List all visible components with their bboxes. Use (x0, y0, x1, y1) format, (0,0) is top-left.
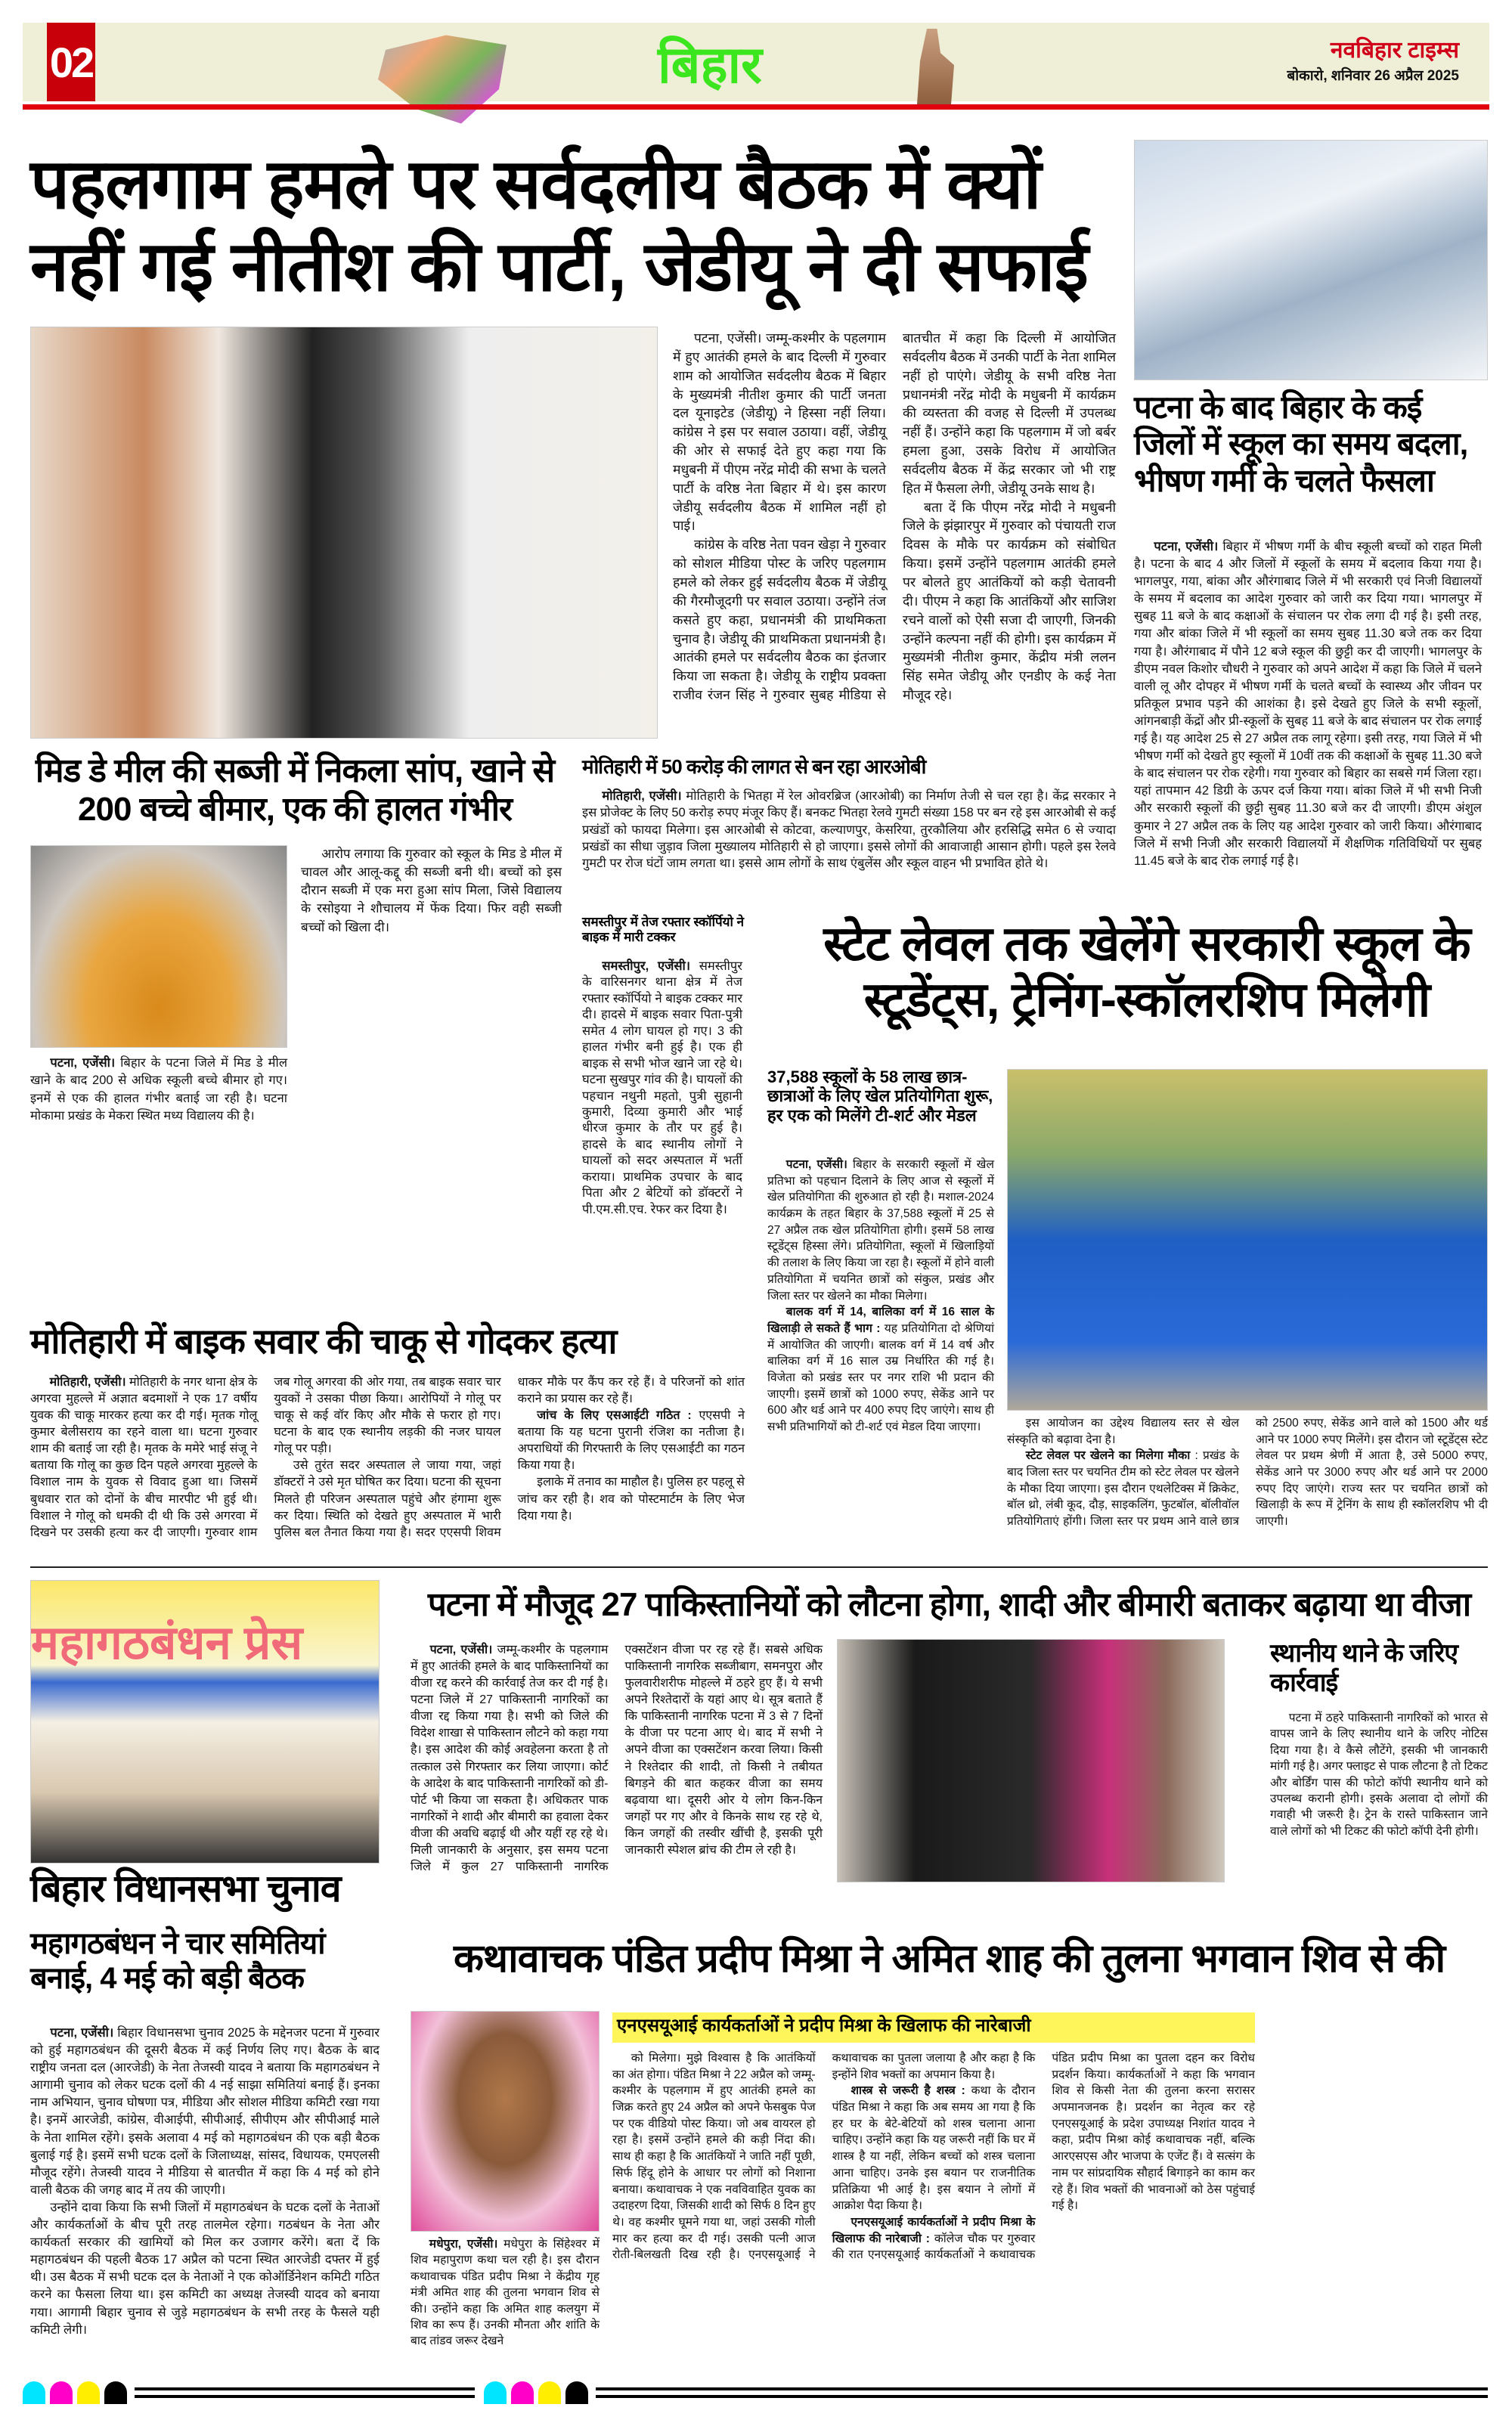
midday-meal-headline: मिड डे मील की सब्जी में निकला सांप, खाने से 200 बच्चे बीमार, एक की हालत गंभीर (35, 752, 555, 828)
lead-photo (30, 327, 658, 739)
subheading: एनएसयूआई कार्यकर्ताओं ने प्रदीप मिश्रा के खिलाफ की नारेबाजी : (832, 2215, 1036, 2245)
article-text: कॉलेज चौक पर गुरुवार की रात एनएसयूआई कार्यकर्ताओं ने कथावाचक पंडित प्रदीप मिश्रा का पुतला दहन कर विरोध प्रदर्शन किया। कार्यकर्ताओं ने कहा कि भगवान शिव से किसी नेता की तुलना करना सरासर अपमानजनक है। प्रदर्शन का नेतृत्व कर रहे एनएसयूआई के प्रदेश उपाध्यक्ष निशांत यादव ने कहा, प्रदीप मिश्रा कोई कथावाचक नहीं, बल्कि आरएसएस और भाजपा के एजेंट हैं। वे सत्संग के नाम पर सांप्रदायिक सौहार्द बिगाड़ने का काम कर रहे हैं। शिव भक्तों की भावनाओं को ठेस पहुंचाई गई है। (832, 2052, 1255, 2262)
subheading: बालक वर्ग में 14, बालिका वर्ग में 16 साल के खिलाड़ी ले सकते हैं भाग : (767, 1306, 994, 1335)
sports-body (767, 1157, 994, 1436)
murder-headline: मोतिहारी में बाइक सवार की चाकू से गोदकर हत्या (30, 1321, 617, 1361)
dateline-label: पटना, एजेंसी। (1154, 540, 1219, 553)
dateline-label: मोतिहारी, एजेंसी। (602, 789, 682, 803)
lead-paragraph: पटना, एजेंसी। जम्मू-कश्मीर के पहलगाम में हुए आतंकी हमले के बाद दिल्ली में गुरुवार शाम को आयोजित सर्वदलीय बैठक में बिहार के मुख्यमंत्री नीतीश कुमार की पार्टी जनता दल यूनाइटेड (जेडीयू) ने हिस्सा नहीं लिया। कांग्रेस ने इस पर सवाल उठाया। वहीं, जेडीयू की ओर से सफाई देते हुए कहा गया कि मधुबनी में पीएम नरेंद्र मोदी की सभा के चलते पार्टी के वरिष्ठ नेता बिहार में थे। इस कारण जेडीयू सर्वदलीय बैठक में शामिल नहीं हो पाई। (673, 330, 886, 534)
article-text: इस आयोजन का उद्देश्य विद्यालय स्तर से खेल संस्कृति को बढ़ावा देना है। (1007, 1417, 1239, 1446)
footer-rule (135, 2387, 475, 2398)
section-divider (30, 1566, 1488, 1568)
article-text: उसे तुरंत सदर अस्पताल ले जाया गया, जहां डॉक्टरों ने उसे मृत घोषित कर दिया। घटना की सूचना मिलते ही परिजन अस्पताल पहुंचे और हंगामा शुरू कर दिया। स्थिति को देखते हुए अस्पताल में भारी पुलिस बल तैनात किया गया है। सदर एएसपी शिवम धाकर मौके पर कैंप कर रहे हैं। वे परिजनों को शांत कराने का प्रयास कर रहे हैं। (274, 1376, 745, 1539)
murder-body (30, 1374, 745, 1560)
pakistani-headline: पटना में मौजूद 27 पाकिस्तानियों को लौटना होगा, शादी और बीमारी बताकर बढ़ाया था वीजा (427, 1586, 1471, 1623)
article-text: समस्तीपुर के वारिसनगर थाना क्षेत्र में तेज रफ्तार स्कॉर्पियो ने बाइक टक्कर मार दी। हादसे में बाइक सवार पिता-पुत्री समेत 4 लोग घायल हो गए। 3 की हालत गंभीर बनी हुई है। एक ही बाइक से सभी भोज खाने जा रहे थे। घटना सुखपुर गांव की है। घायलों की पहचान नथुनी महतो, पुत्री सुहानी कुमारी, दिव्या कुमारी और भाई धीरज कुमार के तौर पर हुई है। हादसे के बाद स्थानीय लोगों ने घायलों को सदर अस्पताल में भर्ती कराया। प्राथमिक उपचार के बाद पिता और 2 बेटियों को डॉक्टरों ने पी.एम.सी.एच. रेफर कर दिया है। (582, 959, 742, 1216)
midday-meal-side-text (301, 845, 562, 937)
local-police-body (1270, 1710, 1488, 1839)
samastipur-body (582, 959, 742, 1218)
press-conference-photo (30, 1580, 380, 1864)
dateline-label: पटना, एजेंसी। (429, 1644, 493, 1656)
article-text: इलाके में तनाव का माहौल है। पुलिस हर पहलू से जांच कर रही है। शव को पोस्टमार्टम के लिए भेज दिया गया है। (517, 1476, 745, 1523)
black-mark (104, 2381, 127, 2404)
lead-paragraph: कांग्रेस के वरिष्ठ नेता पवन खेड़ा ने गुरुवार को सोशल मीडिया पोस्ट के जरिए पहलगाम हमले को लेकर हुई सर्वदलीय बैठक में जेडीयू की गैरमौजूदगी पर सवाल उठाया। उन्होंने तंज कसते हुए कहा, प्रधानमंत्री की प्राथमिकता चुनाव है। जेडीयू की प्राथमिकता प्रधानमंत्री है। आतंकी हमले पर सर्वदलीय बैठक का इंतजार किया जा सकता है। जेडीयू के राष्ट्रीय प्रवक्ता राजीव रंजन सिंह ने गुरुवार सुबह मीडिया से बातचीत में कहा कि दिल्ली में आयोजित सर्वदलीय बैठक में उनकी पार्टी के नेता शामिल नहीं हो पाएंगे। जेडीयू के सभी वरिष्ठ नेता प्रधानमंत्री नरेंद्र मोदी के मधुबनी में कार्यक्रम की व्यस्तता की वजह से दिल्ली में उपलब्ध नहीं हैं। उन्होंने कहा कि पहलगाम में जो बर्बर हमला हुआ, उसके विरोध में आयोजित सर्वदलीय बैठक में केंद्र सरकार जो भी राष्ट्र हित में फैसला लेगी, जेडीयू उनके साथ है। (673, 330, 1116, 703)
article-text: पटना में ठहरे पाकिस्तानी नागरिकों को भारत से वापस जाने के लिए स्थानीय थाने के जरिए नोटिस दिया गया है। वे कैसे लौटेंगे, इसकी भी जानकारी मांगी गई है। अगर फ्लाइट से पाक लौटना है तो टिकट और बोर्डिंग पास की फोटो कॉपी स्थानीय थाने को उपलब्ध करानी होगी। इसके अलावा दो लोगों की गवाही भी जरूरी है। ट्रेन के रास्ते पाकिस्तान जाने वाले लोगों को भी टिकट की फोटो कॉपी देनी होगी। (1270, 1712, 1488, 1838)
lead-body (673, 329, 1116, 741)
article-text: आरोप लगाया कि गुरुवार को स्कूल के मिड डे मील में चावल और आलू-कद्दू की सब्जी बनी थी। बच्चों को इस दौरान सब्जी में एक मरा हुआ सांप मिला, जिसे विद्यालय के रसोइया ने शौचालय में फेंक दिया। फिर वही सब्जी बच्चों को खिला दी। (301, 847, 562, 934)
mishra-caption-body (411, 2236, 600, 2350)
pradeep-mishra-photo (411, 2011, 600, 2232)
article-text: जम्मू-कश्मीर के पहलगाम में हुए आतंकी हमले के बाद पाकिस्तानियों का वीजा रद्द करने की कार्रवाई तेज कर दी गई है। पटना जिले में 27 पाकिस्तानी नागरिकों का वीजा रद्द किया गया है। सभी को जिले की विदेश शाखा से पाकिस्तान लौटने को कहा गया है। इस आदेश की कोई अवहेलना करता है तो तत्काल उसे गिरफ्तार कर लिया जाएगा। कोर्ट के आदेश के बाद पाकिस्तानी नागरिकों को डी-पोर्ट भी किया जा सकता है। अधिकतर पाक नागरिकों ने शादी और बीमारी का हवाला देकर वीजा की अवधि बढ़ाई थी और यहीं रह रहे थे। मिली जानकारी के अनुसार, इस समय पटना जिले में कुल 27 पाकिस्तानी नागरिक एक्सटेंशन वीजा पर रह रहे हैं। सबसे अधिक पाकिस्तानी नागरिक सब्जीबाग, समनपुरा और फुलवारीशरीफ मोहल्ले में ठहरे हुए हैं। ये सभी अपने रिश्तेदारों के यहां आए थे। सूत्र बताते हैं कि पाकिस्तानी नागरिक पटना में 3 से 7 दिनों के वीजा पर पटना आए थे। बाद में सभी ने अपने वीजा का एक्सटेंशन करवा लिया। किसी ने रिश्तेदार की शादी, तो किसी ने तबीयत बिगड़ने की बात कहकर वीजा का समय बढ़वाया था। दूसरी ओर ये लोग किन-किन जगहों पर गए और वे किनके साथ रह रहे थे, किन जगहों की तस्वीर खींची है, इसकी पूरी जानकारी स्पेशल ब्रांच की टीम ले रही है। (411, 1644, 823, 1874)
article-text: मोतिहारी के नगर थाना क्षेत्र के अगरवा मुहल्ले में अज्ञात बदमाशों ने एक 17 वर्षीय युवक की चाकू मारकर हत्या कर दी गई। मृतक गोलू कुमार बेलीसराय का रहने वाला था। घटना गुरुवार शाम की बताई जा रही है। मृतक के ममेरे भाई संजू ने बताया कि गोलू का कुछ दिन पहले अगरवा मुहल्ले के विशाल नाम के युवक से विवाद हुआ था। जिसमें बुधवार रात को दोनों के बीच मारपीट भी हुई थी। विशाल ने गोलू को धमकी दी थी कि उसे अगरवा में दिखने पर उसकी हत्या कर दी जाएगी। गुरुवार शाम जब गोलू अगरवा की ओर गया, तब बाइक सवार चार युवकों ने उसका पीछा किया। आरोपियों ने गोलू पर चाकू से कई वॉर किए और मौके से फरार हो गए। घटना के बाद एक स्थानीय लड़की की नजर घायल गोलू पर पड़ी। (30, 1376, 501, 1539)
newspaper-brand: नवबिहार टाइम्स (1330, 38, 1459, 63)
article-text: एएसपी ने बताया कि यह घटना पुरानी रंजिश का नतीजा है। अपराधियों की गिरफ्तारी के लिए एसआईटी का गठन किया गया है। (517, 1409, 745, 1473)
magenta-mark (50, 2381, 73, 2404)
students-photo (1134, 140, 1488, 380)
article-text: : प्रखंड के बाद जिला स्तर पर चयनित टीम को स्टेट लेवल पर खेलने के मौका दिया जाएगा। इस दौरान एथलेटिक्स में क्रिकेट, बॉल थ्रो, लंबी कूद, दौड़, साइकलिंग, फुटबॉल, बॉलीवॉल प्रतियोगिताएं होंगी। जिला स्तर पर प्रथम आने वाले छात्र को 2500 रुपए, सेकेंड आने वाले को 1500 और थर्ड आने पर 1000 रुपए मिलेंगे। इस दौरान जो स्टूडेंट्स स्टेट लेवल पर प्रथम श्रेणी में आता है, उसे 5000 रुपए, सेकेंड आने पर 3000 रुपए और थर्ड आने पर 2000 रुपए दिए जाएंगे। राज्य स्तर पर चयनित छात्रों को खिलाड़ी के रूप में ट्रेनिंग के साथ ही स्कॉलरशिप भी दी जाएगी। (1007, 1417, 1488, 1529)
magenta-mark (511, 2381, 534, 2404)
subheading: स्टेट लेवल पर खेलने का मिलेगा मौका (1025, 1449, 1191, 1463)
subheading: जांच के लिए एसआईटी गठित : (537, 1409, 692, 1423)
article-text: उन्होंने दावा किया कि सभी जिलों में महागठबंधन के घटक दलों के नेताओं और कार्यकर्ताओं के बीच पूरी तरह तालमेल रहेगा। गठबंधन के नेता और कार्यकर्ता सरकार की खामियों को मिल कर उजागर करेंगे। बता दें कि महागठबंधन की पहली बैठक 17 अप्रैल को पटना स्थित आरजेडी दफ्तर में हुई थी। उस बैठक में सभी घटक दल के नेताओं ने एक कोऑर्डिनेशन कमिटी गठित करने का फैसला लिया था। इस कमिटी का अध्यक्ष तेजस्वी यादव को बनाया गया। आगामी बिहार चुनाव से जुड़े महागठबंधन के सभी तरह के फैसले यही कमिटी लेगी। (30, 2200, 380, 2337)
mishra-body (612, 2050, 1255, 2375)
sports-body-continued (1007, 1415, 1488, 1530)
election-subhead: महागठबंधन ने चार समितियां बनाई, 4 मई को बड़ी बैठक (30, 1927, 325, 1995)
article-text: यह प्रतियोगिता दो श्रेणियां में आयोजित की जाएगी। बालक वर्ग में 14 वर्ष और बालिका वर्ग में 16 साल उम्र निर्धारित की गई है। विजेता को प्रखंड स्तर पर नगर राशि भी प्रदान की जाएगी। इसमें छात्रों को 1000 रुपए, सेकेंड आने पर 600 और थर्ड आने पर 400 रुपए दिए जाएंगे। साथ ही सभी प्रतिभागियों को टी-शर्ट एवं मेडल दिया जाएगा। (767, 1321, 995, 1433)
article-text: मोतिहारी के भितहा में रेल ओवरब्रिज (आरओबी) का निर्माण तेजी से चल रहा है। केंद्र सरकार ने इस प्रोजेक्ट के लिए 50 करोड़ रुपए मंजूर किए हैं। बनकट भितहा रेलवे गुमटी संख्या 158 पर बन रहे इस आरओबी से कई प्रखंडों को फायदा मिलेगा। इस आरओबी से कोटवा, कल्याणपुर, केसरिया, तुरकौलिया और हरसिद्धि समेत 6 से ज्यादा प्रखंडों का सीधा जुड़ाव जिला मुख्यालय मोतिहारी से हो जाएगा। इससे लोगों की आवाजाही आसान होगी। पहले इस रेलवे गुमटी पर रोज घंटों जाम लगता था। इससे आम लोगों के साथ एंबुलेंस और स्कूल वाहन भी प्रभावित होते थे। (582, 789, 1117, 871)
article-text: बिहार के सरकारी स्कूलों में खेल प्रतिभा को पहचान दिलाने के लिए आज से स्कूलों में खेल प्रतियोगिता की शुरुआत हो रही है। मशाल-2024 कार्यक्रम के तहत बिहार के 37,588 स्कूलों में 25 से 27 अप्रैल तक खेल प्रतियोगिता होगी। इसमें 58 लाख स्टूडेंट्स हिस्सा लेंगे। प्रतियोगिता, स्कूलों में खिलाड़ियों की तलाश के लिए किया जा रहा है। स्कूलों में होने वाली प्रतियोगिता में चयनित छात्रों को संकुल, प्रखंड और जिला स्तर पर खेलने का मौका मिलेगा। (767, 1158, 994, 1303)
school-timing-body (1134, 538, 1482, 870)
pakistani-women-photo (837, 1639, 1225, 1882)
local-police-headline: स्थानीय थाने के जरिए कार्रवाई (1270, 1639, 1458, 1698)
mishra-headline: कथावाचक पंडित प्रदीप मिश्रा ने अमित शाह की तुलना भगवान शिव से की (453, 1937, 1445, 1981)
dateline-label: पटना, एजेंसी। (785, 1158, 847, 1171)
article-text: मधेपुरा के सिंहेश्वर में शिव महापुराण कथा चल रही है। इस दौरान कथावाचक पंडित प्रदीप मिश्रा ने केंद्रीय गृह मंत्री अमित शाह की तुलना भगवान शिव से की। उन्होंने कहा कि अमित शाह कलयुग में शिव का रूप हैं। उनकी मौनता और शांति के बाद तांडव जरूर देखने (411, 2238, 600, 2348)
cyan-mark (23, 2381, 45, 2404)
black-mark (565, 2381, 588, 2404)
sports-subhead: 37,588 स्कूलों के 58 लाख छात्र-छात्राओं के लिए खेल प्रतियोगिता शुरू, हर एक को मिलेंगे टी-शर्ट और मेडल (767, 1067, 993, 1125)
dateline-label: मोतिहारी, एजेंसी। (49, 1376, 126, 1389)
sports-headline: स्टेट लेवल तक खेलेंगे सरकारी स्कूल के स्टूडेंट्स, ट्रेनिंग-स्कॉलरशिप मिलेगी (823, 916, 1470, 1027)
dateline-label: मधेपुरा, एजेंसी। (429, 2238, 498, 2251)
article-text: बिहार के पटना जिले में मिड डे मील खाने के बाद 200 से अधिक स्कूली बच्चे बीमार हो गए। इनमें से एक की हालत गंभीर बताई जा रही है। घटना मोकामा प्रखंड के मेकरा स्थित मध्य विद्यालय की है। (30, 1056, 287, 1123)
cyan-mark (484, 2381, 507, 2404)
midday-meal-body (30, 1055, 287, 1126)
color-registration-marks (484, 2381, 588, 2404)
rob-body (582, 788, 1116, 872)
article-text: बिहार में भीषण गर्मी के बीच स्कूली बच्चों को राहत मिली है। पटना के बाद 4 और जिलों में स्कूलों के समय में बदलाव किया गया है। भागलपुर, गया, बांका और औरंगाबाद जिले में भी सरकारी एवं निजी विद्यालयों के समय में बदलाव का आदेश गुरुवार को जारी कर दिया गया। भागलपुर में सुबह 11 बजे के बाद कक्षाओं के संचालन पर रोक लगा दी गई है। इसी तरह, गया और बांका जिले में भी स्कूलों का समय सुबह 11.30 बजे तक कर दिया गया है। औरंगाबाद में पौने 12 बजे स्कूल की छुट्टी कर दी जाएगी। भागलपुर के डीएम नवल किशोर चौधरी ने गुरुवार को अपने आदेश में कहा कि जिले में चलने वाली लू और दोपहर में भीषण गर्मी के चलते बच्चों के स्वास्थ्य और जीवन पर प्रतिकूल प्रभाव पड़ने की आशंका है। इसे देखते हुए जिले के सभी स्कूलों, आंगनबाड़ी केंद्रों और प्री-स्कूलों के सुबह 11 बजे के बाद संचालन पर रोक लगाई गई है। यह आदेश 25 से 27 अप्रैल तक लागू रहेगा। इसी तरह, गया जिले में भी भीषण गर्मी को देखते हुए स्कूलों में 10वीं तक की कक्षाओं के सुबह 11.30 बजे के बाद संचालन पर रोक रहेगी। गया गुरुवार को बिहार का सबसे गर्म जिला रहा। यहां तापमान 42 डिग्री के ऊपर दर्ज किया गया। बांका जिले में भी सभी निजी और सरकारी स्कूलों की छुट्टी सुबह 11.30 बजे कर दी जाएगी। डीएम अंशुल कुमार ने 27 अप्रैल तक के लिए यह आदेश गुरुवार को जारी किया। औरंगाबाद जिले में सभी निजी और सरकारी विद्यालयों में शैक्षणिक गतिविधियों पर सुबह 11.45 बजे के बाद रोक लगाई गई है। (1134, 540, 1482, 868)
banner-text: महागठबंधन प्रेस (31, 1617, 303, 1669)
election-body (30, 2025, 380, 2339)
dateline-label: पटना, एजेंसी। (50, 1056, 116, 1070)
snake-in-meal-photo (30, 845, 287, 1048)
dateline-label: समस्तीपुर, एजेंसी। (602, 959, 691, 973)
yellow-mark (538, 2381, 561, 2404)
header-divider (23, 104, 1489, 110)
rob-headline: मोतिहारी में 50 करोड़ की लागत से बन रहा आरओबी (582, 755, 926, 778)
election-headline: बिहार विधानसभा चुनाव (30, 1867, 341, 1910)
subheading: शास्त्र से जरूरी है शस्त्र : (850, 2084, 965, 2098)
nsui-highlight-headline: एनएसयूआई कार्यकर्ताओं ने प्रदीप मिश्रा के खिलाफ की नारेबाजी (612, 2012, 1255, 2043)
lead-paragraph: बता दें कि पीएम नरेंद्र मोदी ने मधुबनी जिले के झंझारपुर में गुरुवार को पंचायती राज दिवस के मौके पर कार्यक्रम को संबोधित किया। इसमें उन्होंने पहलगाम आतंकी हमले पर बोलते हुए आतंकियों को कड़ी चेतावनी दी। पीएम ने कहा कि आतंकियों और साजिश रचने वालों को ऐसी सजा दी जाएगी, जिनकी उन्होंने कल्पना नहीं की होगी। इस कार्यक्रम में मुख्यमंत्री नीतीश कुमार, केंद्रीय मंत्री ललन सिंह समेत जेडीयू और एनडीए के कई नेता मौजूद रहे। (903, 499, 1116, 703)
samastipur-headline: समस्तीपुर में तेज रफ्तार स्कॉर्पियो ने बाइक में मारी टक्कर (582, 915, 745, 944)
dateline: बोकारो, शनिवार 26 अप्रैल 2025 (1287, 68, 1459, 84)
school-timing-headline: पटना के बाद बिहार के कई जिलों में स्कूल का समय बदला, भीषण गर्मी के चलते फैसला (1134, 389, 1468, 498)
section-title: बिहार (658, 36, 762, 94)
page-number: 02 (47, 23, 95, 101)
yellow-mark (77, 2381, 100, 2404)
students-sports-photo (1007, 1069, 1488, 1411)
article-text: बिहार विधानसभा चुनाव 2025 के मद्देनजर पटना में गुरुवार को हुई महागठबंधन की दूसरी बैठक में कई निर्णय लिए गए। बैठक के बाद राष्ट्रीय जनता दल (आरजेडी) के नेता तेजस्वी यादव ने बताया कि महागठबंधन ने आगामी चुनाव को लेकर घटक दलों की 4 नई साझा समितियां बनाई हैं। इनका नाम अभियान, चुनाव घोषणा पत्र, मीडिया और सोशल मीडिया कमिटी रखा गया है। इनमें आरजेडी, कांग्रेस, वीआईपी, सीपीआई, सीपीएम और सीपीआई माले के नेता शामिल रहेंगे। इसके अलावा 4 मई को महागठबंधन की एक बड़ी बैठक बुलाई गई है। इसमें सभी घटक दलों के जिलाध्यक्ष, सांसद, विधायक, एमएलसी मौजूद रहेंगे। तेजस्वी यादव ने मीडिया से बातचीत में कहा कि 4 मई को होने वाली बैठक की जगह बाद में तय की जाएगी। (30, 2026, 380, 2197)
footer-rule (596, 2387, 1488, 2398)
lead-headline: पहलगाम हमले पर सर्वदलीय बैठक में क्यों नहीं गई नीतीश की पार्टी, जेडीयू ने दी सफाई (30, 146, 1088, 305)
pakistani-body (411, 1642, 823, 1891)
article-text: को मिलेगा। मुझे विश्वास है कि आतंकियों का अंत होगा। पंडित मिश्रा ने 22 अप्रैल को जम्मू-कश्मीर के पहलगाम में हुए आतंकी हमले का जिक्र करते हुए 24 अप्रैल को अपने फेसबुक पेज पर एक वीडियो पोस्ट किया। जो अब वायरल हो रहा है। इसमें उन्होंने हमले की कड़ी निंदा की। साथ ही कहा है कि आतंकियों ने जाति नहीं पूछी, सिर्फ हिंदू होने के आधार पर लोगों को निशाना बनाया। कथावाचक ने एक नवविवाहित युवक का उदाहरण दिया, जिसकी शादी को सिर्फ 8 दिन हुए थे। वह कश्मीर घूमने गया था, जहां उसकी गोली मार कर हत्या कर दी गई। उसकी पत्नी आज रोती-बिलखती दिख रही है। एनएसयूआई ने कथावाचक का पुतला जलाया है और कहा है कि इन्होंने शिव भक्तों का अपमान किया है। (612, 2052, 1036, 2262)
dateline-label: पटना, एजेंसी। (50, 2026, 114, 2040)
article-text: कथा के दौरान पंडित मिश्रा ने कहा कि अब समय आ गया है कि हर घर के बेटे-बेटियों को शस्त्र चलाना आना चाहिए। उन्होंने कहा कि यह जरूरी नहीं कि घर में शास्त्र है या नहीं, लेकिन बच्चों को शस्त्र चलाना आना चाहिए। उनके इस बयान पर राजनीतिक प्रतिक्रिया भी आई है। इस बयान ने लोगों में आक्रोश पैदा किया है। (832, 2084, 1036, 2213)
color-registration-marks (23, 2381, 127, 2404)
